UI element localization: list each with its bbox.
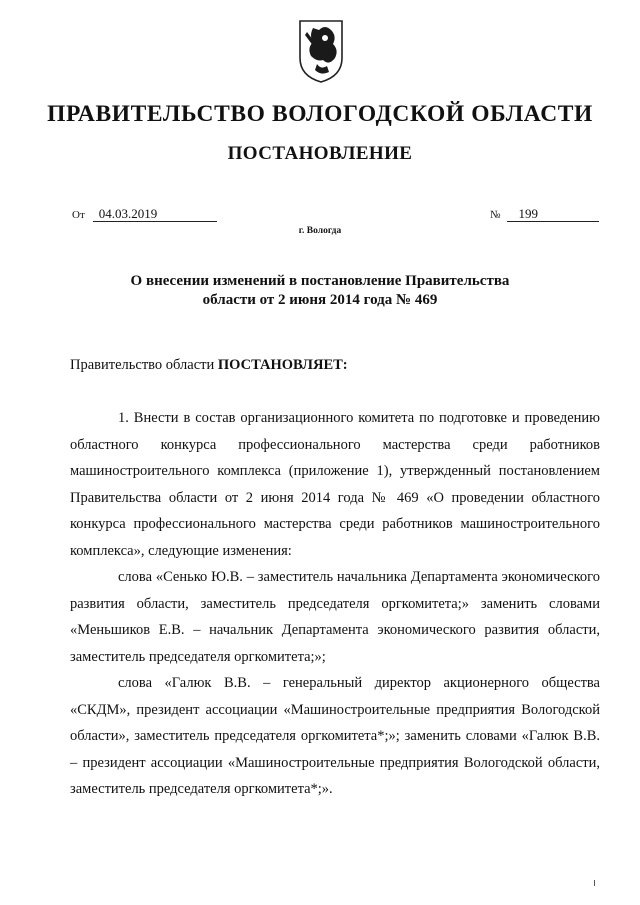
scan-mark <box>594 880 595 886</box>
preamble <box>70 357 348 374</box>
date-value: 04.03.2019 <box>93 207 217 222</box>
document-subject <box>0 272 640 310</box>
document-type: ПОСТАНОВЛЕНИЕ <box>227 143 413 164</box>
city: г. Вологда <box>298 226 342 236</box>
document-body <box>70 405 600 803</box>
government-title: ПРАВИТЕЛЬСТВО ВОЛОГОДСКОЙ ОБЛАСТИ <box>47 101 593 127</box>
number-value: 199 <box>507 207 599 222</box>
document-number <box>490 206 599 222</box>
number-prefix: № <box>490 209 501 221</box>
paragraph-1: 1. Внести в состав организационного комитета по подготовке и проведению областного конкурса профессионального мастерства среди работников машиностроительного комплекса (приложение 1), утвержденный постановлением Правительства области от 2 июня 2014 года № 469 «О проведении областного конкурса профессионального мастерства среди работников машиностроительного комплекса», следующие изменения: <box>70 410 600 559</box>
subject-line-2: области от 2 июня 2014 года № 469 <box>202 292 438 308</box>
subject-line-1: О внесении изменений в постановление Правительства <box>130 273 510 289</box>
document-date <box>72 206 217 222</box>
date-prefix: От <box>72 209 85 221</box>
preamble-text: Правительство области <box>70 357 215 373</box>
paragraph-3: слова «Галюк В.В. – генеральный директор акционерного общества «СКДМ», президент ассоциации «Машиностроительные предприятия Вологодской области», заместитель председателя оргкомитета*;»; заменить словами «Галюк В.В. – президент ассоциации «Машиностроительные предприятия Вологодской области, заместитель председателя оргкомитета*;». <box>70 675 600 797</box>
coat-of-arms-icon <box>297 18 345 84</box>
preamble-verb: ПОСТАНОВЛЯЕТ: <box>217 357 348 373</box>
paragraph-2: слова «Сенько Ю.В. – заместитель начальника Департамента экономического развития области, заместитель председателя оргкомитета;» заменить словами «Меньшиков Е.В. – начальник Департамента экономического развития области, заместитель председателя оргкомитета;»; <box>70 569 600 665</box>
